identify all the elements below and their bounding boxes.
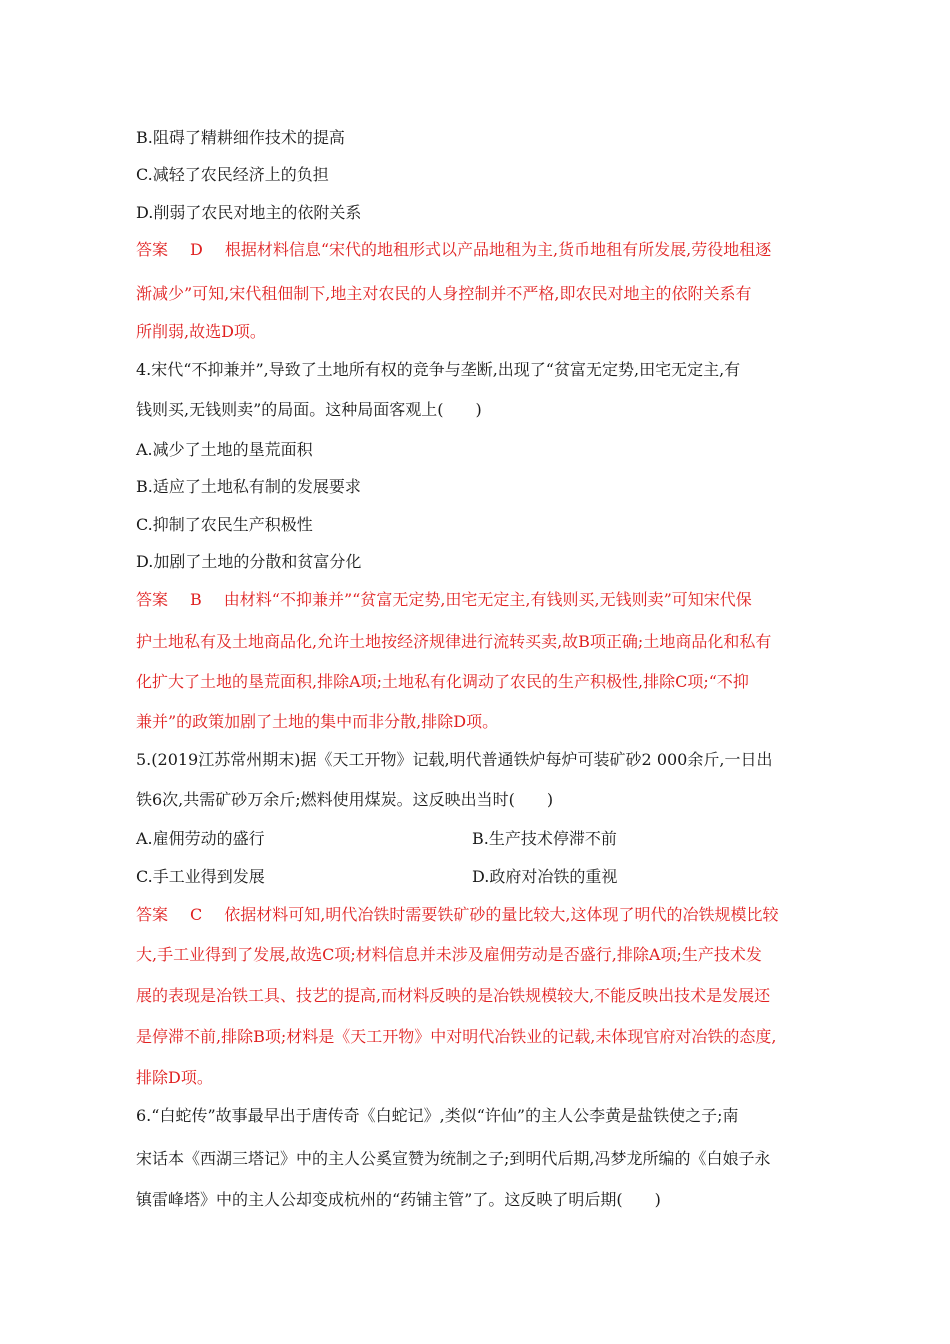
q3-answer-line-3: 所削弱,故选D项。 — [136, 322, 266, 341]
answer-letter: C — [190, 905, 203, 924]
q3-option-d: D.削弱了农民对地主的依附关系 — [136, 203, 362, 222]
q5-answer-line-3: 展的表现是冶铁工具、技艺的提高,而材料反映的是冶铁规模较大,不能反映出技术是发展还 — [136, 986, 771, 1005]
answer-label: 答案 — [136, 590, 169, 609]
q6-stem-line-1: 6.“白蛇传”故事最早出于唐传奇《白蛇记》,类似“许仙”的主人公李黄是盐铁使之子;南 — [136, 1106, 739, 1125]
q6-stem-line-3: 镇雷峰塔》中的主人公却变成杭州的“药铺主管”了。这反映了明后期( ) — [136, 1190, 661, 1209]
q5-answer-line-1 — [136, 905, 778, 925]
q3-answer-line-1 — [136, 240, 771, 260]
q3-answer-line-2: 渐减少”可知,宋代租佃制下,地主对农民的人身控制并不严格,即农民对地主的依附关系有 — [136, 284, 752, 303]
answer-text: 由材料“不抑兼并”“贫富无定势,田宅无定主,有钱则买,无钱则卖”可知宋代保 — [223, 590, 752, 609]
q5-answer-line-4: 是停滞不前,排除B项;材料是《天工开物》中对明代冶铁业的记载,未体现官府对冶铁的态度, — [136, 1027, 777, 1046]
q5-answer-line-2: 大,手工业得到了发展,故选C项;材料信息并未涉及雇佣劳动是否盛行,排除A项;生产技术发 — [136, 945, 762, 964]
answer-letter: D — [190, 240, 203, 259]
q5-answer-line-5: 排除D项。 — [136, 1068, 213, 1087]
q5-options-row-1 — [136, 829, 617, 849]
q4-answer-line-4: 兼并”的政策加剧了土地的集中而非分散,排除D项。 — [136, 712, 499, 731]
q4-stem-line-2: 钱则买,无钱则卖”的局面。这种局面客观上( ) — [136, 400, 482, 419]
q3-option-c: C.减轻了农民经济上的负担 — [136, 165, 329, 184]
q5-stem-line-2: 铁6次,共需矿砂万余斤;燃料使用煤炭。这反映出当时( ) — [136, 790, 554, 809]
q4-option-d: D.加剧了土地的分散和贫富分化 — [136, 552, 362, 571]
q4-option-c: C.抑制了农民生产积极性 — [136, 515, 313, 534]
q5-option-c: C.手工业得到发展 — [136, 867, 265, 886]
q4-option-b: B.适应了土地私有制的发展要求 — [136, 477, 361, 496]
answer-text: 根据材料信息“宋代的地租形式以产品地租为主,货币地租有所发展,劳役地租逐 — [224, 240, 772, 259]
q4-answer-line-1 — [136, 590, 752, 610]
q5-option-a: A.雇佣劳动的盛行 — [136, 829, 265, 848]
q3-option-b: B.阻碍了精耕细作技术的提高 — [136, 128, 345, 147]
answer-label: 答案 — [136, 240, 169, 259]
q5-options-row-2 — [136, 867, 618, 887]
q5-stem-line-1: 5.(2019江苏常州期末)据《天工开物》记载,明代普通铁炉每炉可装矿砂2 000余斤,一日出 — [136, 750, 773, 769]
q4-option-a: A.减少了土地的垦荒面积 — [136, 440, 313, 459]
q6-stem-line-2: 宋话本《西湖三塔记》中的主人公奚宣赞为统制之子;到明代后期,冯梦龙所编的《白娘子永 — [136, 1149, 771, 1168]
q4-answer-line-3: 化扩大了土地的垦荒面积,排除A项;土地私有化调动了农民的生产积极性,排除C项;“不抑 — [136, 672, 749, 691]
answer-letter: B — [190, 590, 202, 609]
q4-answer-line-2: 护土地私有及土地商品化,允许土地按经济规律进行流转买卖,故B项正确;土地商品化和私有 — [136, 632, 772, 651]
q5-option-b: B.生产技术停滞不前 — [472, 829, 617, 848]
answer-label: 答案 — [136, 905, 169, 924]
answer-text: 依据材料可知,明代冶铁时需要铁矿砂的量比较大,这体现了明代的冶铁规模比较 — [224, 905, 779, 924]
q5-option-d: D.政府对冶铁的重视 — [472, 867, 618, 886]
q4-stem-line-1: 4.宋代“不抑兼并”,导致了土地所有权的竞争与垄断,出现了“贫富无定势,田宅无定主,有 — [136, 360, 741, 379]
